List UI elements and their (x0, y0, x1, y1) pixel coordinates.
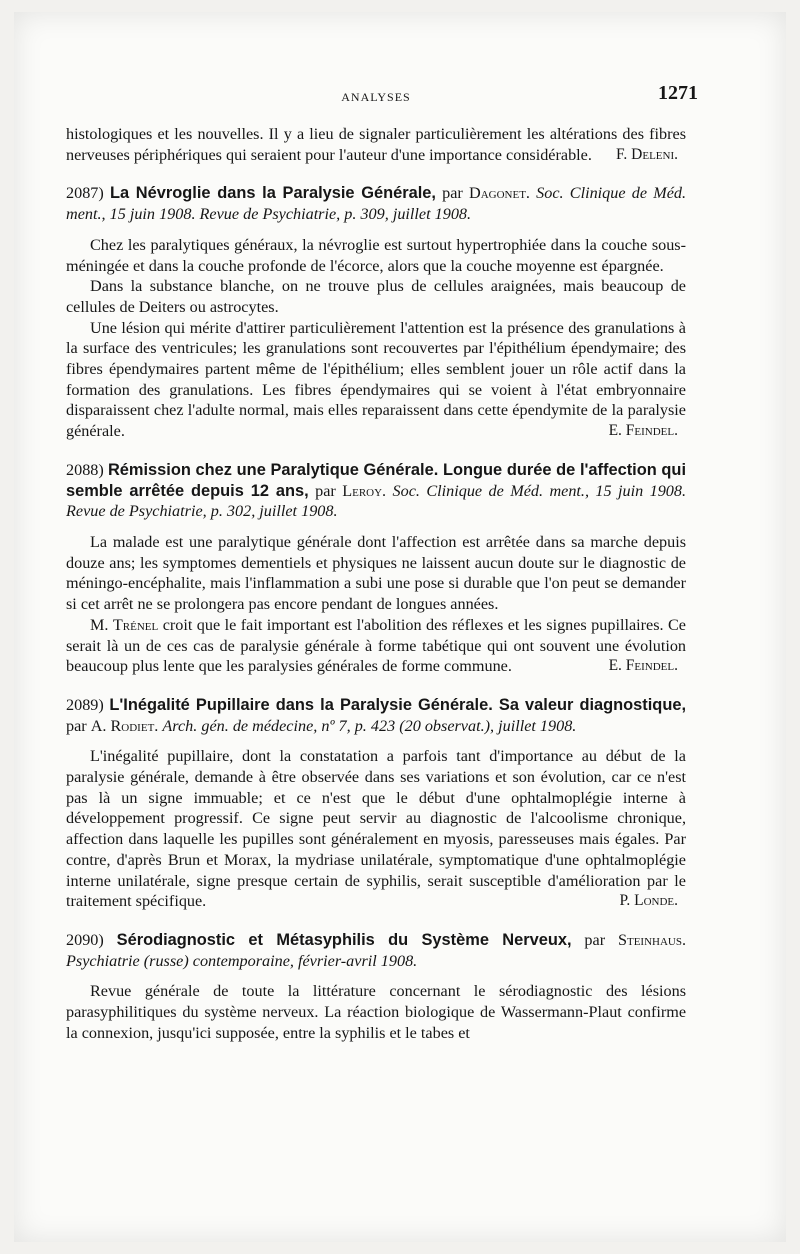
cited-name: Trénel (112, 615, 159, 634)
page-content (66, 12, 698, 1043)
entry-citation: Soc. Clinique de Méd. ment., 15 juin 1908. Revue de Psychiatrie, p. 309, juillet 1908. (66, 184, 687, 224)
entry-2088 (66, 460, 686, 677)
entry-number: 2090) (66, 930, 104, 949)
paragraph: Une lésion qui mérite d'attirer particulièrement l'attention est la présence des granulations à la surface des ventricules; les granulations sont recouvertes par l'épithélium épendymaire; des fibres épendymaires partent même de l'épithélium; elles semblent jouer un rôle actif dans la formation des granulations. Les fibres épendymaires qui se voient à l'état embryonnaire disparaissent chez l'adulte normal, mais elles reparaissent dans cette épendymite de la paralysie générale. (66, 318, 686, 441)
by-word: par (315, 481, 336, 500)
entry-2087 (66, 183, 686, 441)
entry-2089 (66, 695, 686, 912)
by-word: par (584, 930, 606, 949)
paragraph: Revue générale de toute la littérature concernant le sérodiagnostic des lésions parasyphilitiques du système nerveux. La réaction biologique de Wassermann-Plaut confirme la connexion, jusqu'ici supposée, entre la syphilis et le tabes et (66, 982, 686, 1042)
entry-number: 2089) (66, 695, 104, 714)
entry-heading (66, 930, 686, 971)
entry-author: Leroy. (342, 481, 387, 500)
paragraph: L'inégalité pupillaire, dont la constatation a parfois tant d'importance au début de la paralysie générale, demande à être observée dans ses variations et son évolution, car ce n'est pas là un signe immuable; et ce n'est que le début d'une ophtalmoplégie interne à développement progressif. Ce signe peut servir au diagnostic de l'alcoolisme chronique, affection dans laquelle les pupilles sont généralement en myosis, paresseuses mais égales. Par contre, d'après Brun et Morax, la mydriase unilatérale, symptomatique d'une ophtalmoplégie interne unilatérale, signe presque certain de syphilis, serait susceptible d'amélioration par le traitement spécifique. (66, 747, 686, 911)
entry-heading (66, 460, 686, 522)
entry-2090 (66, 930, 686, 1044)
entry-title: La Névroglie dans la Paralysie Générale, (109, 184, 436, 203)
paragraph: La malade est une paralytique générale dont l'affection est arrêtée dans sa marche depuis douze ans; les symptomes dementiels et physiques ne laissent aucun doute sur le diagnostic de méningo-encéphalite, mais l'inflammation a subi une pose si durable que l'on peut se demander si cet arrêt ne se prolongera pas encore pendant de longues années. (66, 532, 686, 614)
entry-author: A. Rodiet. (90, 716, 159, 735)
entry-heading (66, 695, 686, 736)
signature: E. Feindel. (608, 657, 678, 675)
entry-author: Steinhaus. (617, 930, 687, 949)
scanned-page (14, 12, 786, 1242)
page-number: 1271 (658, 82, 698, 104)
paragraph-prefix: M. (90, 615, 109, 634)
entry-citation: Arch. gén. de médecine, nº 7, p. 423 (20 observat.), juillet 1908. (162, 716, 577, 735)
by-word: par (66, 716, 87, 735)
page-header (66, 82, 698, 112)
by-word: par (442, 184, 463, 203)
paragraph-text: croit que le fait important est l'abolition des réflexes et les signes pupillaires. Ce serait là un de ces cas de paralysie générale à forme tabétique qui ont souvent une évolution beaucoup plus lente que les paralysies générales de forme commune. (66, 615, 686, 676)
paragraph: Chez les paralytiques généraux, la névroglie est surtout hypertrophiée dans la couche sous-méningée et dans la couche profonde de l'écorce, alors que la couche moyenne est épargnée. (66, 235, 686, 275)
paragraph: Dans la substance blanche, on ne trouve plus de cellules araignées, mais beaucoup de cellules de Deiters ou astrocytes. (66, 277, 686, 316)
entry-continuation (66, 124, 686, 165)
entry-citation: Soc. Clinique de Méd. ment., 15 juin 1908. Revue de Psychiatrie, p. 302, juillet 1908. (66, 481, 687, 521)
entry-heading (66, 183, 686, 224)
entry-number: 2087) (66, 184, 104, 203)
entry-number: 2088) (66, 460, 104, 479)
running-title: ANALYSES (341, 90, 411, 104)
entry-title: Rémission chez une Paralytique Générale. Longue durée de l'affection qui semble arrêtée depuis 12 ans, (66, 460, 686, 500)
entry-title: Sérodiagnostic et Métasyphilis du Système Nerveux, (116, 930, 572, 949)
signature: F. Deleni. (616, 145, 678, 163)
continuation-paragraph: histologiques et les nouvelles. Il y a lieu de signaler particulièrement les altérations des fibres nerveuses périphériques qui seraient pour l'auteur d'une importance considérable. (66, 125, 686, 164)
entry-citation: Psychiatrie (russe) contemporaine, février-avril 1908. (66, 951, 418, 970)
signature: P. Londe. (619, 892, 678, 910)
signature: E. Feindel. (608, 422, 678, 440)
entry-author: Dagonet. (469, 184, 530, 203)
entry-title: L'Inégalité Pupillaire dans la Paralysie Générale. Sa valeur diagnostique, (109, 695, 686, 714)
